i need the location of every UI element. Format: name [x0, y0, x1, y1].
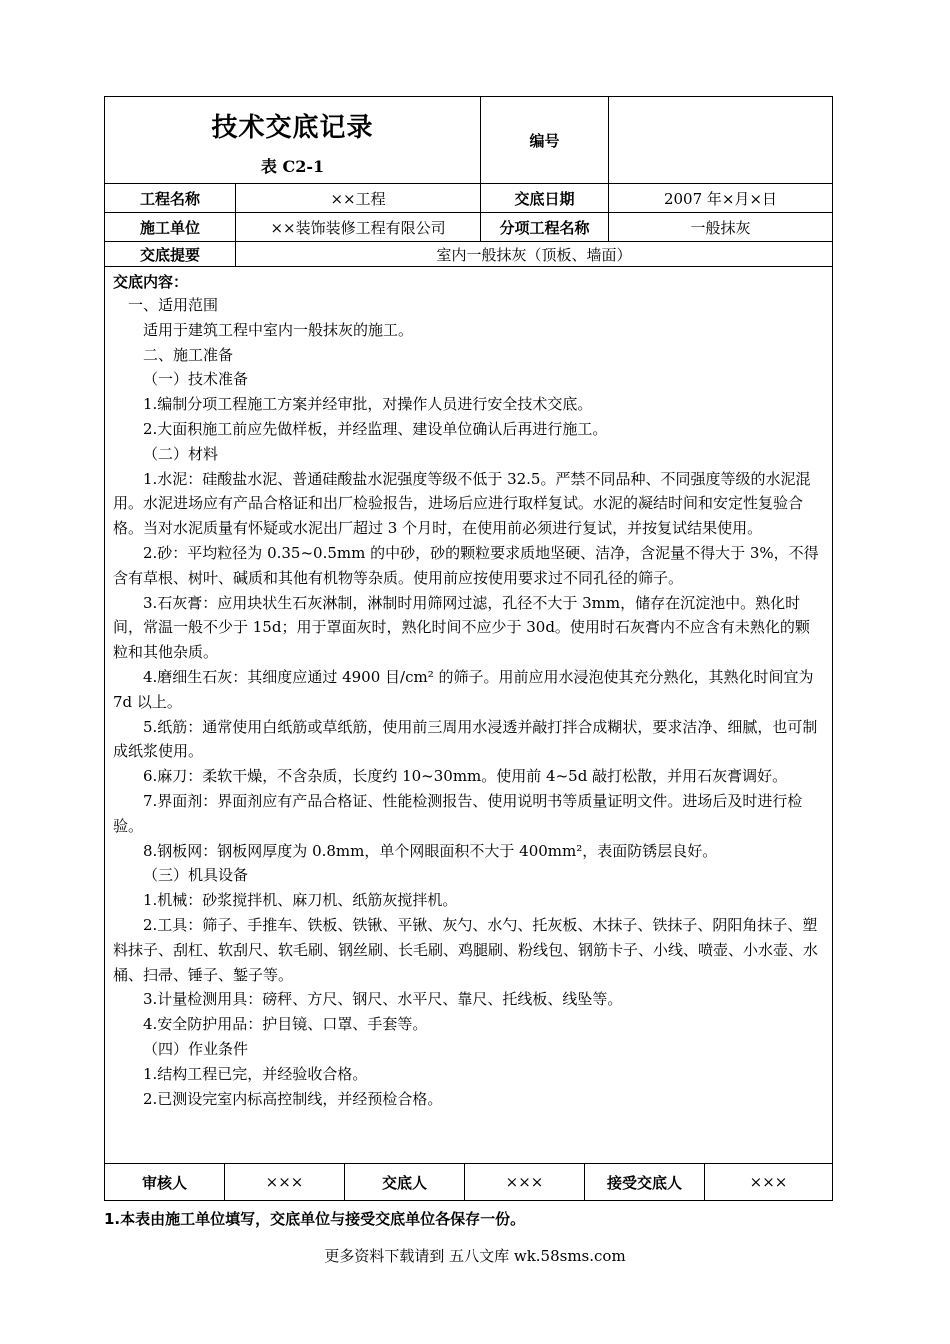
signature-table [104, 1164, 833, 1201]
content-paragraph: （四）作业条件 [143, 1039, 249, 1058]
summary-label: 交底提要 [105, 242, 236, 267]
content-paragraph: 6.麻刀：柔软干燥，不含杂质，长度约 10~30mm。使用前 4~5d 敲打松散，并用石灰膏调好。 [143, 767, 788, 786]
content-paragraph: （二）材料 [143, 444, 219, 463]
content-paragraph: 1.编制分项工程施工方案并经审批，对操作人员进行安全技术交底。 [143, 395, 593, 414]
content-paragraph: 8.钢板网：钢板网厚度为 0.8mm，单个网眼面积不大于 400mm²，表面防锈层良好。 [143, 841, 718, 860]
subitem-label: 分项工程名称 [481, 213, 609, 242]
content-paragraph: 一、适用范围 [128, 296, 219, 314]
content-paragraph: 1.水泥：硅酸盐水泥、普通硅酸盐水泥强度等级不低于 32.5。严禁不同品种、不同强度等级的水泥混用。水泥进场应有产品合格证和出厂检验报告，进场后应进行取样复试。水泥的凝结时间和安定性复验合格。当对水泥质量有怀疑或水泥出厂超过 3 个月时，在使用前必须进行复试，并按复试结果使用。 [113, 469, 811, 538]
discloser-label: 交底人 [345, 1164, 465, 1201]
contractor-value: ××装饰装修工程有限公司 [236, 213, 481, 242]
content-paragraph: 2.已测设完室内标高控制线，并经预检合格。 [143, 1089, 443, 1108]
footer-link-text: 更多资料下载请到 五八文库 wk.58sms.com [324, 1247, 626, 1265]
project-name-label: 工程名称 [105, 184, 236, 213]
project-name-value: ××工程 [236, 184, 481, 213]
date-label: 交底日期 [481, 184, 609, 213]
number-value [609, 97, 833, 184]
summary-value: 室内一般抹灰（顶板、墙面） [236, 242, 833, 267]
content-paragraph: 2.砂：平均粒径为 0.35~0.5mm 的中砂，砂的颗粒要求质地坚硬、洁净，含泥量不得大于 3%，不得含有草根、树叶、碱质和其他有机物等杂质。使用前应按使用要求过不同孔径的筛子。 [113, 543, 819, 587]
page-title: 技术交底记录 [211, 113, 374, 143]
content-paragraph: 2.大面积施工前应先做样板，并经监理、建设单位确认后再进行施工。 [143, 419, 608, 438]
receiver-value: ××× [705, 1164, 833, 1201]
subitem-value: 一般抹灰 [609, 213, 833, 242]
content-paragraph: 3.计量检测用具：磅秤、方尺、钢尺、水平尺、靠尺、托线板、线坠等。 [143, 990, 623, 1009]
record-sheet [104, 96, 832, 1201]
content-body [113, 293, 824, 1111]
form-code: 表 C2-1 [260, 157, 325, 176]
title-cell [105, 97, 481, 184]
content-paragraph: 1.机械：砂浆搅拌机、麻刀机、纸筋灰搅拌机。 [143, 891, 458, 910]
content-paragraph: 2.工具：筛子、手推车、铁板、铁锹、平锹、灰勺、水勺、托灰板、木抹子、铁抹子、阴阳角抹子、塑料抹子、刮杠、软刮尺、软毛刷、钢丝刷、长毛刷、鸡腿刷、粉线包、钢筋卡子、小线、喷壶、小水壶、水桶、扫帚、锤子、錾子等。 [113, 915, 819, 984]
content-cell [105, 267, 833, 1164]
footnote: 1.本表由施工单位填写，交底单位与接受交底单位各保存一份。 [104, 1210, 526, 1228]
reviewer-value: ××× [225, 1164, 345, 1201]
content-heading: 交底内容： [113, 273, 189, 291]
receiver-label: 接受交底人 [585, 1164, 705, 1201]
content-paragraph: 适用于建筑工程中室内一般抹灰的施工。 [143, 320, 414, 339]
content-paragraph: 4.安全防护用品：护目镜、口罩、手套等。 [143, 1015, 428, 1034]
number-label: 编号 [481, 97, 609, 184]
content-paragraph: 7.界面剂：界面剂应有产品合格证、性能检测报告、使用说明书等质量证明文件。进场后及时进行检验。 [113, 791, 803, 835]
discloser-value: ××× [465, 1164, 585, 1201]
content-paragraph: 3.石灰膏：应用块状生石灰淋制，淋制时用筛网过滤，孔径不大于 3mm，储存在沉淀池中。熟化时间，常温一般不少于 15d；用于罩面灰时，熟化时间不应少于 30d。使用时石灰膏内不应含有未熟化的颗粒和其他杂质。 [113, 593, 810, 662]
contractor-label: 施工单位 [105, 213, 236, 242]
content-paragraph: 4.磨细生石灰：其细度应通过 4900 目/cm² 的筛子。用前应用水浸泡使其充分熟化，其熟化时间宜为 7d 以上。 [113, 667, 814, 711]
content-paragraph: （三）机具设备 [143, 866, 249, 885]
content-paragraph: 5.纸筋：通常使用白纸筋或草纸筋，使用前三周用水浸透并敲打拌合成糊状，要求洁净、细腻，也可制成纸浆使用。 [113, 717, 818, 761]
content-paragraph: 二、施工准备 [143, 345, 234, 364]
content-paragraph: 1.结构工程已完，并经验收合格。 [143, 1064, 368, 1083]
reviewer-label: 审核人 [105, 1164, 225, 1201]
date-value: 2007 年×月×日 [609, 184, 833, 213]
content-paragraph: （一）技术准备 [143, 370, 249, 389]
record-table [104, 96, 833, 1164]
